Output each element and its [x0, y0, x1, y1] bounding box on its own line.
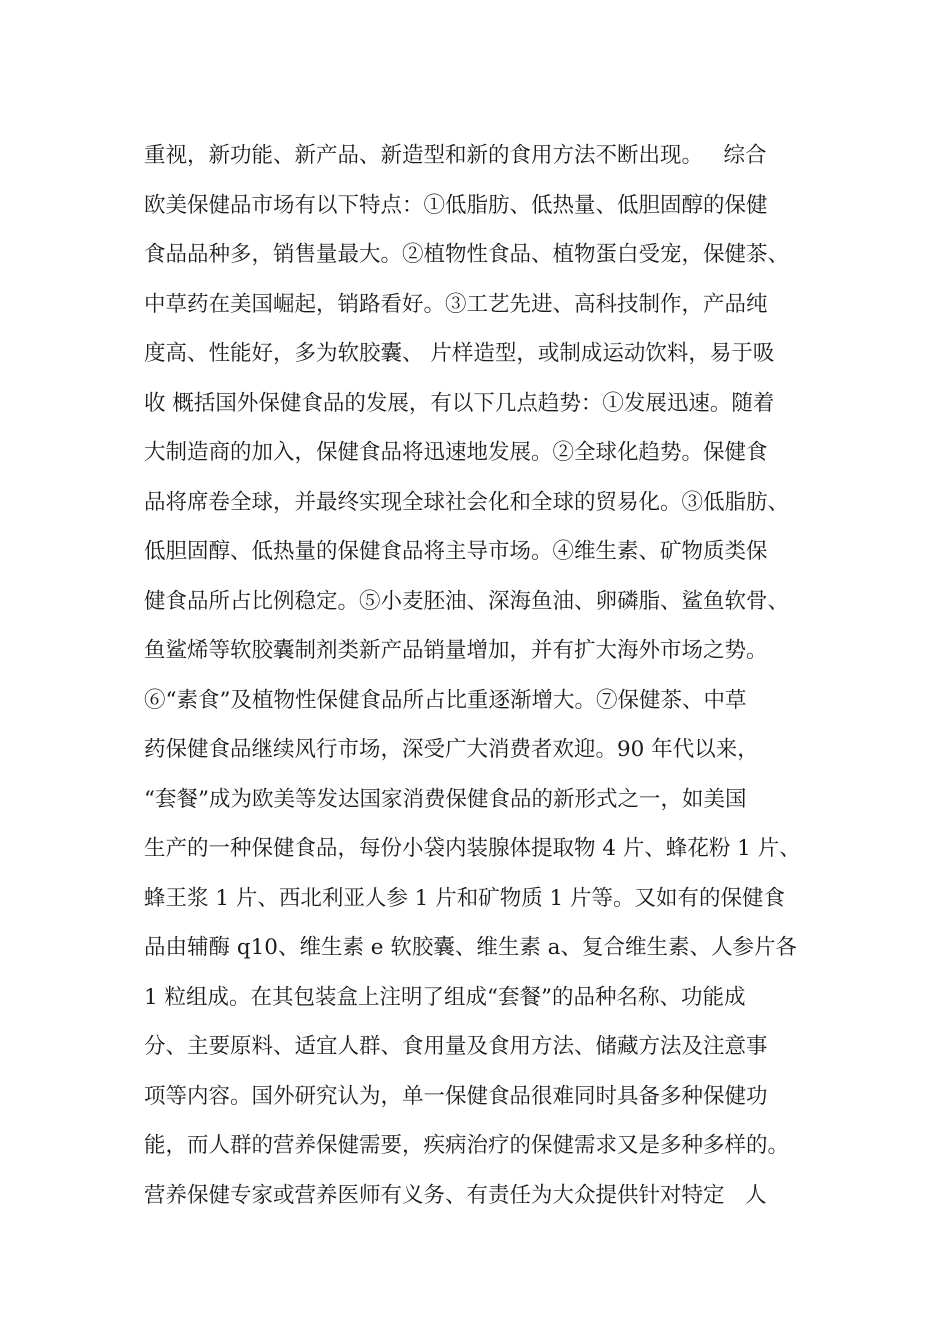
text-line: 生产的一种保健食品，每份小袋内装腺体提取物 4 片、蜂花粉 1 片、	[144, 836, 801, 861]
text-line: 营养保健专家或营养医师有义务、有责任为大众提供针对特定 人	[144, 1182, 767, 1208]
text-line: 鱼鲨烯等软胶囊制剂类新产品销量增加，并有扩大海外市场之势。	[144, 638, 768, 663]
text-line: 低胆固醇、低热量的保健食品将主导市场。④维生素、矿物质类保	[144, 539, 768, 564]
text-line: 分、主要原料、适宜人群、食用量及食用方法、储藏方法及注意事	[144, 1034, 768, 1059]
text-line: 能，而人群的营养保健需要，疾病治疗的保健需求又是多种多样的。	[144, 1133, 790, 1158]
text-line: ⑥“素食”及植物性保健食品所占比重逐渐增大。⑦保健茶、中草	[144, 687, 747, 713]
text-line: 欧美保健品市场有以下特点：①低脂肪、低热量、低胆固醇的保健	[144, 192, 768, 218]
text-line: 大制造商的加入，保健食品将迅速地发展。②全球化趋势。保健食	[144, 440, 768, 465]
text-line: 度高、性能好，多为软胶囊、 片样造型，或制成运动饮料，易于吸	[144, 341, 775, 366]
text-line: 重视，新功能、新产品、新造型和新的食用方法不断出现。 综合	[144, 143, 767, 168]
text-line: 品将席卷全球，并最终实现全球社会化和全球的贸易化。③低脂肪、	[144, 489, 790, 515]
text-line: “套餐”成为欧美等发达国家消费保健食品的新形式之一，如美国	[144, 786, 747, 812]
text-line: 健食品所占比例稳定。⑤小麦胚油、深海鱼油、卵磷脂、鲨鱼软骨、	[144, 588, 790, 614]
text-line: 中草药在美国崛起，销路看好。③工艺先进、高科技制作，产品纯	[144, 291, 768, 317]
text-line: 品由辅酶 q10、维生素 e 软胶囊、维生素 a、复合维生素、人参片各	[144, 935, 798, 960]
text-line: 蜂王浆 1 片、西北利亚人参 1 片和矿物质 1 片等。又如有的保健食	[144, 885, 786, 911]
text-line: 食品品种多，销售量最大。②植物性食品、植物蛋白受宠，保健茶、	[144, 242, 790, 267]
body-text	[144, 131, 824, 1220]
text-line: 收 概括国外保健食品的发展，有以下几点趋势：①发展迅速。随着	[144, 390, 775, 416]
text-line: 项等内容。国外研究认为，单一保健食品很难同时具备多种保健功	[144, 1083, 768, 1109]
text-line: 药保健食品继续风行市场，深受广大消费者欢迎。90 年代以来，	[144, 737, 759, 762]
text-line: 1 粒组成。在其包装盒上注明了组成“套餐”的品种名称、功能成	[144, 984, 746, 1010]
